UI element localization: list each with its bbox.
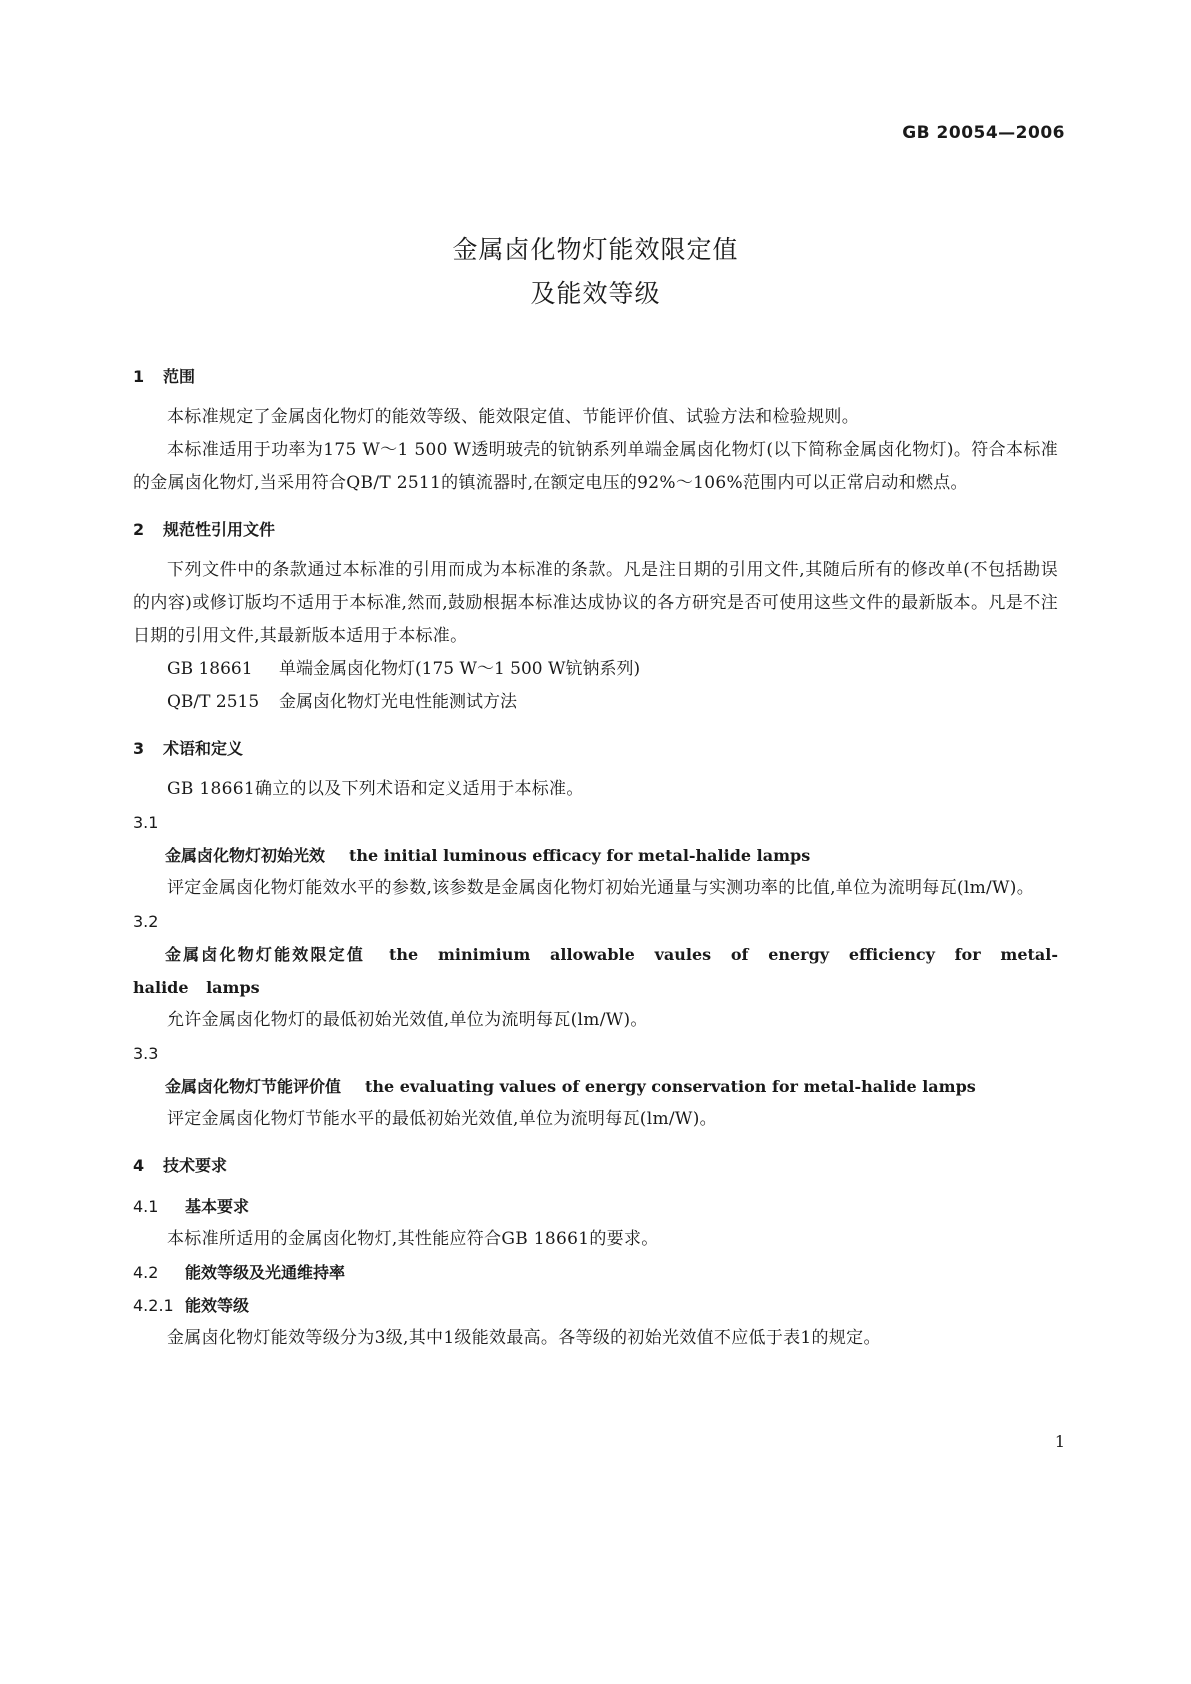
reference-code: GB 18661 — [167, 659, 253, 679]
subsection-title: 能效等级 — [185, 1296, 250, 1315]
term-heading — [133, 1070, 1058, 1103]
section-heading — [133, 518, 1058, 542]
section-heading — [133, 1154, 1058, 1178]
term-number: 3.2 — [133, 912, 159, 931]
term-number: 3.3 — [133, 1044, 159, 1063]
section-number: 1 — [133, 367, 145, 386]
term-definition: 评定金属卤化物灯节能水平的最低初始光效值,单位为流明每瓦(lm/W)。 — [167, 1109, 717, 1129]
subsection-heading — [133, 1289, 1058, 1322]
paragraph: 本标准规定了金属卤化物灯的能效等级、能效限定值、节能评价值、试验方法和检验规则。 — [167, 407, 859, 427]
subsection-heading — [133, 1256, 1058, 1289]
term-zh: 金属卤化物灯初始光效 — [165, 846, 326, 865]
section-heading — [133, 737, 1058, 761]
section-title: 规范性引用文件 — [163, 520, 276, 539]
term-definition: 评定金属卤化物灯能效水平的参数,该参数是金属卤化物灯初始光通量与实测功率的比值,单位为流明每瓦(lm/W)。 — [167, 878, 1035, 898]
paragraph: 本标准适用于功率为175 W～1 500 W透明玻壳的钪钠系列单端金属卤化物灯(以下简称金属卤化物灯)。符合本标准的金属卤化物灯,当采用符合QB/T 2511的镇流器时,在额定电压的92%～106%范围内可以正常启动和燃点。 — [133, 440, 1058, 493]
term-en: the minimium allowable vaules of energy efficiency for metal-halide lamps — [133, 945, 1058, 997]
normative-reference — [133, 653, 1058, 686]
term-heading — [133, 839, 1058, 872]
subsection-title: 能效等级及光通维持率 — [185, 1263, 346, 1282]
term-zh: 金属卤化物灯能效限定值 — [165, 945, 366, 964]
doc-title-line1: 金属卤化物灯能效限定值 — [452, 235, 739, 264]
reference-title: 金属卤化物灯光电性能测试方法 — [279, 692, 517, 712]
reference-code: QB/T 2515 — [167, 692, 260, 712]
normative-reference — [133, 686, 1058, 719]
doc-title-line2: 及能效等级 — [530, 279, 661, 308]
paragraph: 金属卤化物灯能效等级分为3级,其中1级能效最高。各等级的初始光效值不应低于表1的规定。 — [167, 1328, 881, 1348]
section-title: 范围 — [163, 367, 196, 386]
term-en: the initial luminous efficacy for metal-halide lamps — [349, 846, 811, 865]
subsection-number: 4.1 — [133, 1197, 159, 1216]
paragraph: GB 18661确立的以及下列术语和定义适用于本标准。 — [167, 779, 584, 799]
section-number: 4 — [133, 1156, 145, 1175]
standard-code: GB 20054—2006 — [902, 123, 1065, 143]
document-body — [133, 365, 1058, 1355]
section-heading — [133, 365, 1058, 389]
subsection-number: 4.2.1 — [133, 1296, 174, 1315]
section-number: 2 — [133, 520, 145, 539]
paragraph: 下列文件中的条款通过本标准的引用而成为本标准的条款。凡是注日期的引用文件,其随后所有的修改单(不包括勘误的内容)或修订版均不适用于本标准,然而,鼓励根据本标准达成协议的各方研究是否可使用这些文件的最新版本。凡是不注日期的引用文件,其最新版本适用于本标准。 — [133, 560, 1058, 646]
subsection-number: 4.2 — [133, 1263, 159, 1282]
term-en: the evaluating values of energy conservation for metal-halide lamps — [365, 1077, 976, 1096]
term-heading — [133, 938, 1058, 1004]
section-number: 3 — [133, 739, 145, 758]
term-zh: 金属卤化物灯节能评价值 — [165, 1077, 342, 1096]
subsection-title: 基本要求 — [185, 1197, 250, 1216]
paragraph: 本标准所适用的金属卤化物灯,其性能应符合GB 18661的要求。 — [167, 1229, 659, 1249]
section-title: 技术要求 — [163, 1156, 228, 1175]
term-definition: 允许金属卤化物灯的最低初始光效值,单位为流明每瓦(lm/W)。 — [167, 1010, 648, 1030]
page-number: 1 — [1054, 1432, 1065, 1451]
subsection-heading — [133, 1190, 1058, 1223]
term-number: 3.1 — [133, 813, 159, 832]
reference-title: 单端金属卤化物灯(175 W～1 500 W钪钠系列) — [279, 659, 641, 679]
section-title: 术语和定义 — [163, 739, 244, 758]
